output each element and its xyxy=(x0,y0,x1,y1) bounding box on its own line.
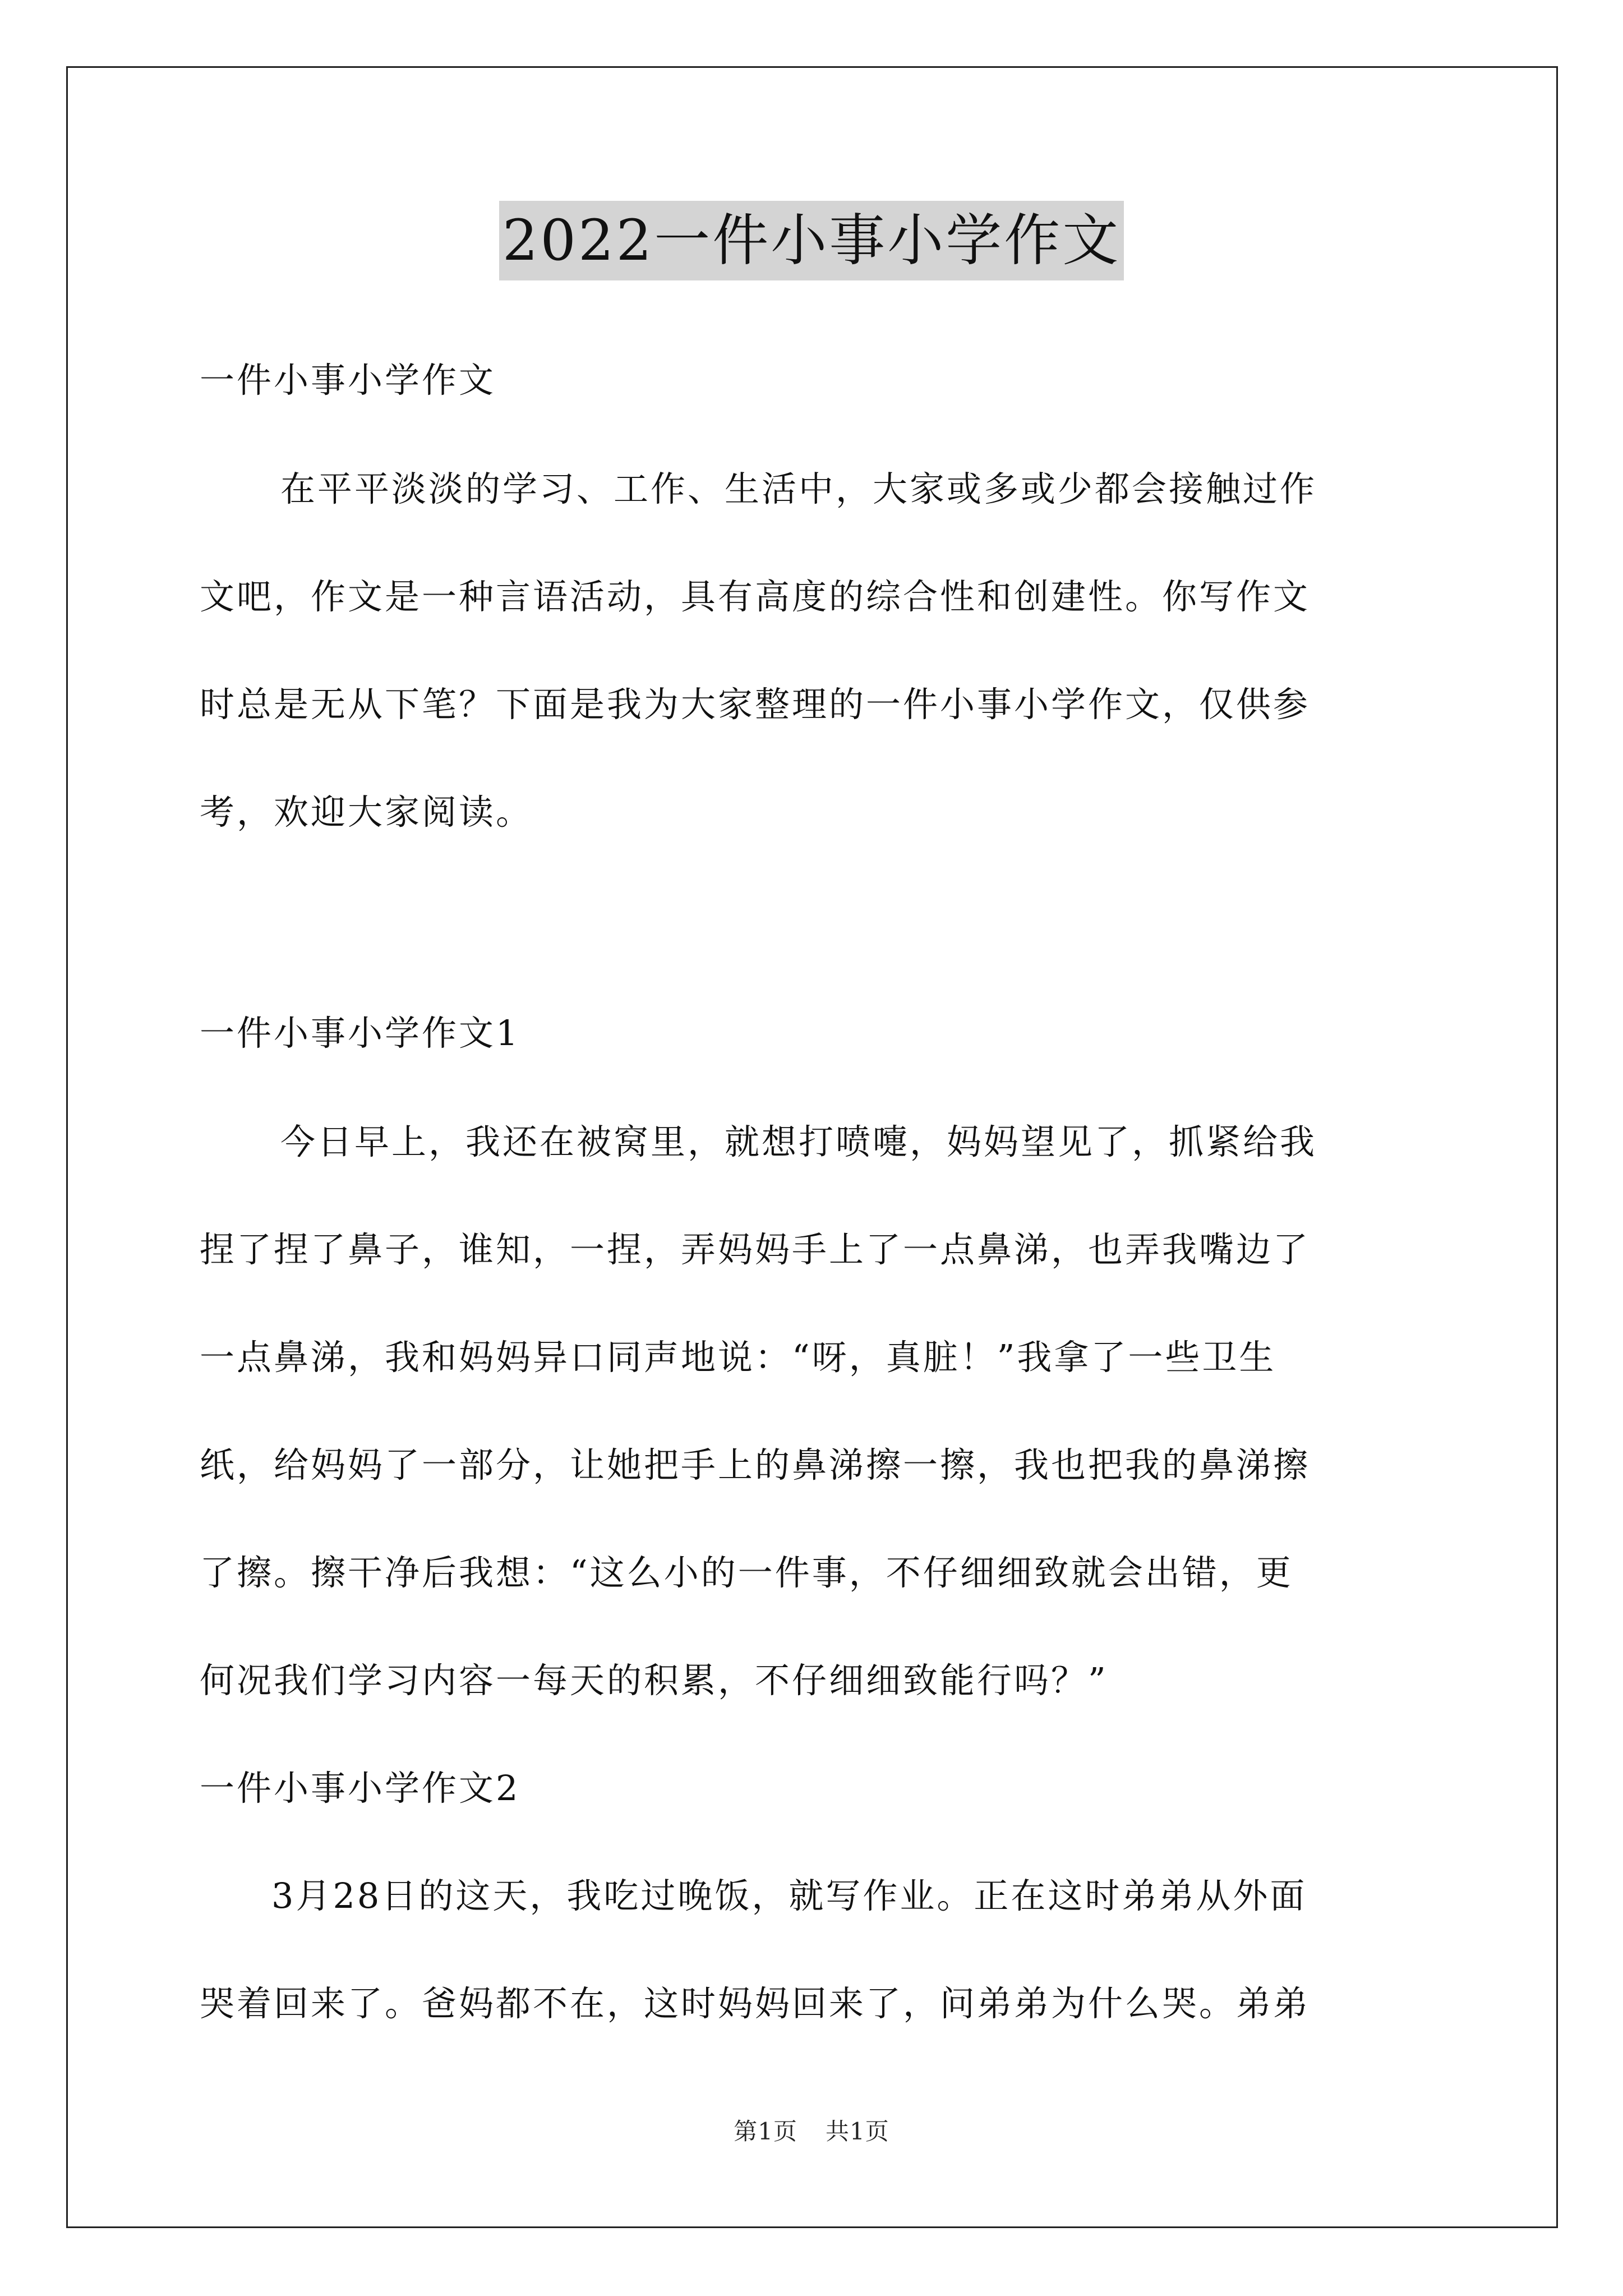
essay2-line: 3月28日的这天，我吃过晚饭，就写作业。正在这时弟弟从外面 xyxy=(271,1875,1307,1916)
essay1-heading: 一件小事小学作文1 xyxy=(200,1013,520,1053)
intro-line: 在平平淡淡的学习、工作、生活中，大家或多或少都会接触过作 xyxy=(280,468,1317,509)
intro-line: 考，欢迎大家阅读。 xyxy=(200,792,533,832)
intro-line: 文吧，作文是一种言语活动，具有高度的综合性和创建性。你写作文 xyxy=(200,576,1311,617)
essay1-line: 纸，给妈妈了一部分，让她把手上的鼻涕擦一擦，我也把我的鼻涕擦 xyxy=(200,1444,1311,1485)
page-number: 第1页 xyxy=(734,2118,797,2145)
page-footer xyxy=(0,2116,1623,2147)
title-container xyxy=(0,201,1623,280)
essay1-line: 捏了捏了鼻子，谁知，一捏，弄妈妈手上了一点鼻涕，也弄我嘴边了 xyxy=(200,1229,1311,1270)
page-total: 共1页 xyxy=(826,2118,889,2145)
intro-line: 时总是无从下笔？下面是我为大家整理的一件小事小学作文，仅供参 xyxy=(200,684,1311,725)
essay2-line: 哭着回来了。爸妈都不在，这时妈妈回来了，问弟弟为什么哭。弟弟 xyxy=(200,1983,1311,2024)
essay2-heading: 一件小事小学作文2 xyxy=(200,1768,520,1809)
essay1-line: 何况我们学习内容一每天的积累，不仔细细致能行吗？” xyxy=(200,1660,1108,1701)
document-title: 2022一件小事小学作文 xyxy=(499,201,1124,280)
intro-heading: 一件小事小学作文 xyxy=(200,360,496,401)
essay1-line: 了擦。擦干净后我想：“这么小的一件事，不仔细细致就会出错，更 xyxy=(200,1552,1293,1593)
essay1-line: 一点鼻涕，我和妈妈异口同声地说：“呀，真脏！”我拿了一些卫生 xyxy=(200,1337,1276,1378)
essay1-line: 今日早上，我还在被窝里，就想打喷嚏，妈妈望见了，抓紧给我 xyxy=(280,1121,1317,1162)
